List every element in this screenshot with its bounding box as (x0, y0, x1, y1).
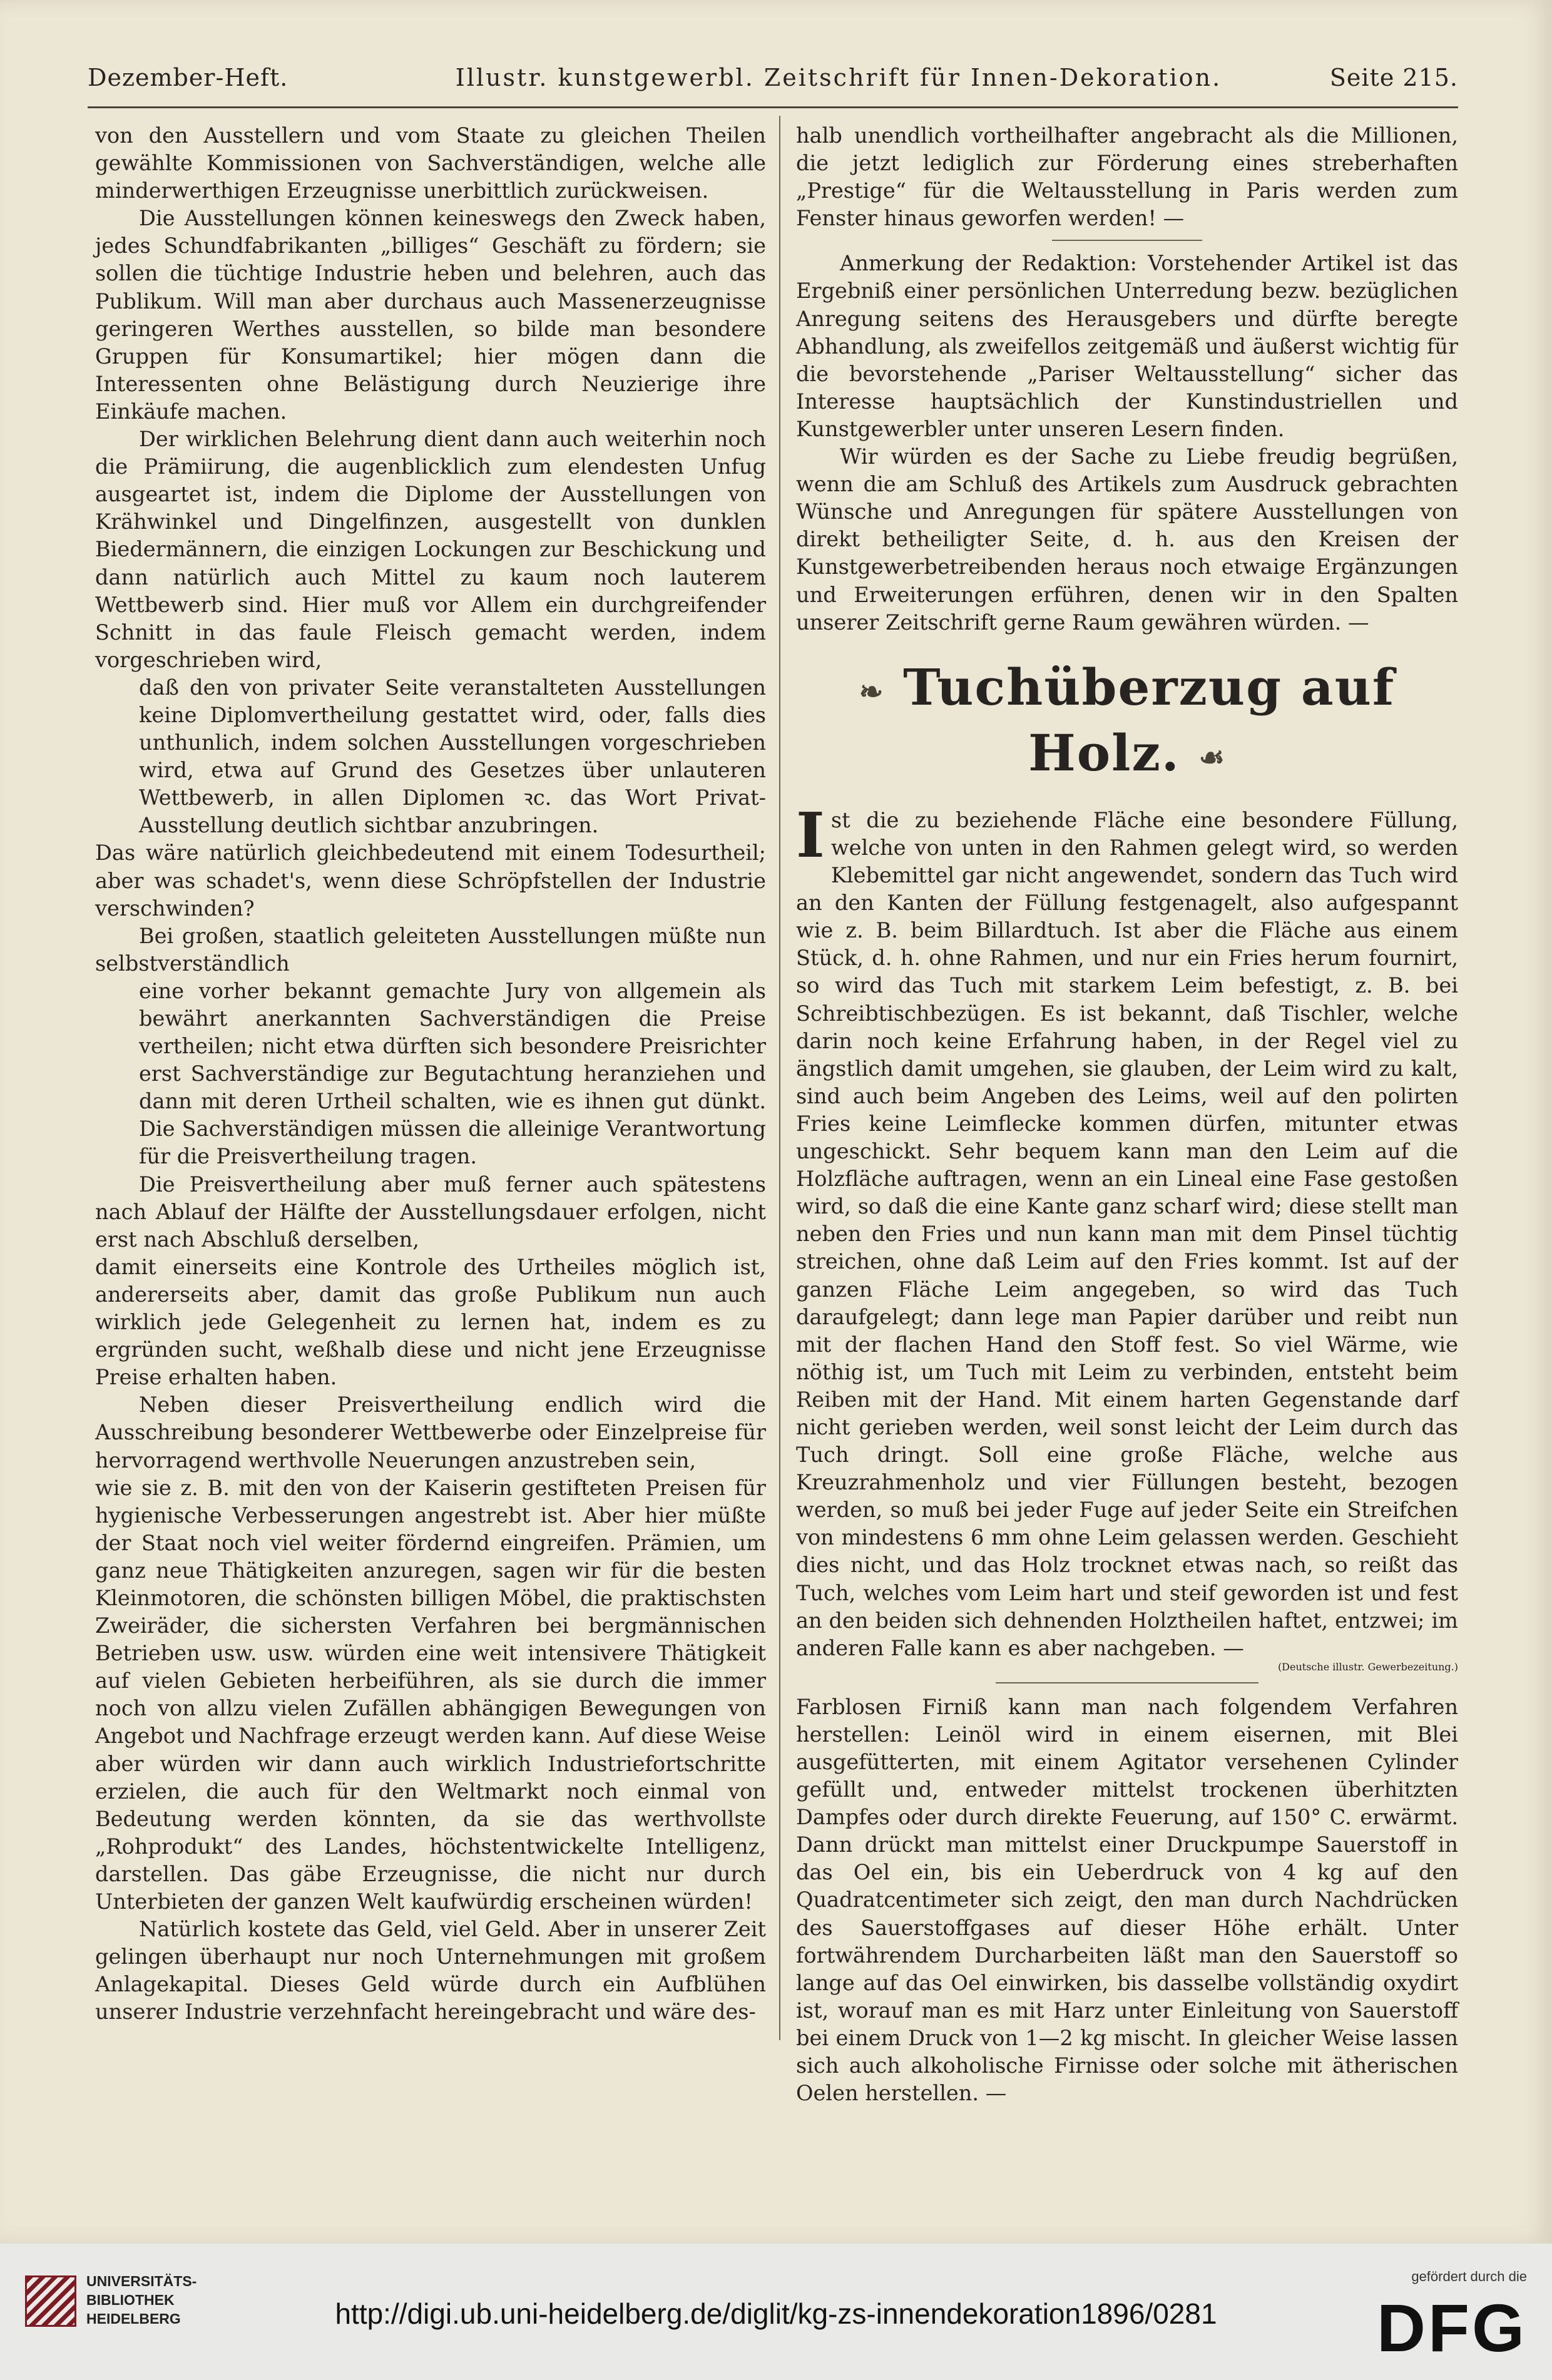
paragraph: Die Ausstellungen können keineswegs den Zweck haben, jedes Schundfabrikanten „billiges“ Geschäft zu fördern; sie sollen die tüchtige Industrie heben und belehren, auch das Publikum. Will man aber durchaus auch Massenerzeugnisse geringeren Werthes ausstellen, so bilde man besondere Gruppen für Konsumartikel; hier mögen dann die Interessenten ohne Belästigung durch Neuzierige ihre Einkäufe machen. (95, 206, 766, 424)
ornament-icon: ❧ (859, 674, 885, 708)
issue-label: Dezember-Heft. (88, 64, 288, 91)
ornament-icon: ☙ (1198, 740, 1226, 774)
article-text: st die zu beziehende Fläche eine besondere Füllung, welche von unten in den Rahmen gelegt wird, so werden Klebemittel gar nicht angewendet, sondern das Tuch wird an den Kanten der Füllung festgenagelt, also aufgespannt wie z. B. beim Billardtuch. Ist aber die Fläche aus einem Stück, d. h. ohne Rahmen, und nur ein Fries herum fournirt, so wird das Tuch mit starkem Leim befestigt, z. B. bei Schreibtischbezügen. Es ist bekannt, daß Tischler, welche darin noch keine Erfahrung haben, in der Regel viel zu ängstlich damit umgehen, sie glauben, der Leim wird zu kalt, sind auch beim Angeben des Leims, weil auf den polirten Fries keine Leimflecke kommen dürfen, mitunter etwas ungeschickt. Sehr bequem kann man den Leim auf die Holzfläche auftragen, wenn an ein Lineal eine Fase gestoßen wird, so daß die eine Kante ganz scharf wird; diese stellt man neben den Fries und nun kann man mit dem Pinsel tüchtig streichen, ohne daß Leim auf den Fries kommt. Ist auf der ganzen Fläche Leim angegeben, so wird das Tuch daraufgelegt; dann lege man Papier darüber und reibt nun mit der flachen Hand den Stoff fest. So viel Wärme, wie nöthig ist, um Tuch mit Leim zu verbinden, entsteht beim Reiben mit der Hand. Mit einem harten Gegenstande darf nicht gerieben werden, weil sonst leicht der Leim durch das Tuch dringt. Soll eine große Fläche, welche aus Kreuzrahmenholz und vier Füllungen besteht, bezogen werden, so muß bei jeder Fuge auf jeder Seite ein Streifchen von mindestens 6 mm ohne Leim gelassen werden. Geschieht dies nicht, und das Holz trocknet etwas nach, so reißt das Tuch, welches vom Leim hart und steif geworden ist und fest an den beiden sich dehnenden Holztheilen haftet, entzwei; im anderen Falle kann es aber nachgeben. — (796, 807, 1458, 1660)
header-rule (88, 106, 1458, 108)
separator-rule (996, 1682, 1258, 1683)
paragraph: Farblosen Firniß kann man nach folgendem Verfahren herstellen: Leinöl wird in einem eisernen, mit Blei ausgefütterten, mit einem Agitator versehenen Cylinder gefüllt und, entweder mittelst trockenen überhitzten Dampfes oder durch direkte Feuerung, auf 150° C. erwärmt. Dann drückt man mittelst einer Druckpumpe Sauerstoff in das Oel ein, bis ein Ueberdruck von 4 kg auf den Quadratcentimeter sich zeigt, den man durch Nachdrücken des Sauerstoffgases auf dieser Höhe erhält. Unter fortwährendem Durcharbeiten läßt man den Sauerstoff so lange auf das Oel einwirken, bis dasselbe vollständig oxydirt ist, worauf man es mit Harz unter Einleitung von Sauerstoff bei einem Druck von 1—2 kg mischt. In gleicher Weise lassen sich auch alkoholische Firnisse oder solche mit ätherischen Oelen herstellen. — (796, 1694, 1458, 2106)
viewer-footer (0, 2244, 1552, 2380)
paragraph: Neben dieser Preisvertheilung endlich wird die Ausschreibung besonderer Wettbewerbe oder Einzelpreise für hervorragend werthvolle Neuerungen anzustreben sein, (95, 1392, 766, 1473)
journal-title: Illustr. kunstgewerbl. Zeitschrift für Innen-Dekoration. (455, 64, 1222, 91)
running-header (88, 58, 1458, 101)
page-number: Seite 215. (1329, 64, 1458, 91)
paragraph: daß den von privater Seite veranstalteten Ausstellungen keine Diplomvertheilung gestattet wird, oder, falls dies unthunlich, indem solchen Ausstellungen vorgeschrieben wird, etwa auf Grund des Gesetzes über unlauteren Wettbewerb, in allen Diplomen ꝛc. das Wort Privat-Ausstellung deutlich sichtbar anzubringen. (139, 675, 766, 838)
source-citation: (Deutsche illustr. Gewerbezeitung.) (1277, 1660, 1458, 1673)
dfg-logo: DFG (1377, 2290, 1527, 2366)
column-divider (779, 116, 780, 2040)
paragraph: halb unendlich vortheilhafter angebracht als die Millionen, die jetzt lediglich zur Förderung eines streberhaften „Prestige“ für die Weltausstellung in Paris werden zum Fenster hinaus geworfen werden! — (796, 123, 1458, 231)
paragraph: wie sie z. B. mit den von der Kaiserin gestifteten Preisen für hygienische Verbesserungen angestrebt ist. Aber hier müßte der Staat noch viel weiter fördernd eingreifen. Prämien, um ganz neue Thätigkeiten anzuregen, sagen wir für die besten Kleinmotoren, die schönsten billigen Möbel, die praktischsten Zweiräder, die sichersten Verfahren bei bergmännischen Betrieben usw. usw. würden eine weit intensivere Thätigkeit auf vielen Gebieten herbeiführen, als sie durch die immer noch von allzu vielen Zufällen abhängigen Bewegungen von Angebot und Nachfrage erzeugt werden kann. Auf diese Weise aber würden wir dann auch wirklich Industriefortschritte erzielen, die auch für den Weltmarkt noch einmal von Bedeutung werden könnten, da sie das werthvollste „Rohprodukt“ des Landes, höchstentwickelte Intelligenz, darstellen. Das gäbe Erzeugnisse, die nicht nur durch Unterbieten der ganzen Welt kaufwürdig erscheinen würden! (95, 1475, 766, 1914)
paragraph: eine vorher bekannt gemachte Jury von allgemein als bewährt anerkannten Sachverständigen die Preise vertheilen; nicht etwa dürften sich besondere Preisrichter erst Sachverständige zur Begutachtung heranziehen und dann mit deren Urtheil schalten, wie es ihnen gut dünkt. Die Sachverständigen müssen die alleinige Verantwortung für die Preisvertheilung tragen. (139, 978, 766, 1169)
article-title (796, 656, 1458, 788)
paragraph: Natürlich kostete das Geld, viel Geld. Aber in unserer Zeit gelingen überhaupt nur noch Unternehmungen mit großem Anlagekapital. Dieses Geld würde durch ein Aufblühen unserer Industrie verzehnfacht hereingebracht und wäre des- (95, 1917, 766, 2025)
article-body (796, 799, 1458, 1662)
left-column (95, 122, 766, 2026)
paragraph: Das wäre natürlich gleichbedeutend mit einem Todesurtheil; aber was schadet's, wenn diese Schröpfstellen der Industrie verschwinden? (95, 840, 766, 921)
separator-rule (1052, 240, 1202, 241)
paragraph: von den Ausstellern und vom Staate zu gleichen Theilen gewählte Kommissionen von Sachverständigen, welche alle minderwerthigen Erzeugnisse unerbittlich zurückweisen. (95, 123, 766, 203)
article-title-text: Tuchüberzug auf Holz. (903, 657, 1396, 782)
paragraph: Bei großen, staatlich geleiteten Ausstellungen müßte nun selbstverständlich (95, 923, 766, 976)
paragraph: Der wirklichen Belehrung dient dann auch weiterhin noch die Prämiirung, die augenblicklich zum elendesten Unfug ausgeartet ist, indem die Diplome der Ausstellungen von Krähwinkel und Dingelfinzen, ausgestellt von dunklen Biedermännern, die einzigen Lockungen zur Beschickung und dann natürlich auch Mittel zu kaum noch lauterem Wettbewerb sind. Hier muß vor Allem ein durchgreifender Schnitt in das faule Fleisch gemacht werden, indem vorgeschrieben wird, (95, 427, 766, 672)
editor-note: Anmerkung der Redaktion: Vorstehender Artikel ist das Ergebniß einer persönlichen Unterredung bezw. bezüglichen Anregung seitens des Herausgebers und dürfte beregte Abhandlung, als zweifellos zeitgemäß und äußerst wichtig für die bevorstehende „Pariser Weltausstellung“ sicher das Interesse hauptsächlich der Kunstindustriellen und Kunstgewerbler unter unseren Lesern finden. (796, 251, 1458, 441)
paragraph: Die Preisvertheilung aber muß ferner auch spätestens nach Ablauf der Hälfte der Ausstellungsdauer erfolgen, nicht erst nach Abschluß derselben, (95, 1172, 766, 1252)
library-name: UNIVERSITÄTS- BIBLIOTHEK HEIDELBERG (86, 2273, 197, 2327)
funding-caption: gefördert durch die (1411, 2269, 1527, 2284)
paragraph: damit einerseits eine Kontrole des Urtheiles möglich ist, andererseits aber, damit das große Publikum nun auch wirklich jede Gelegenheit zu lernen hat, indem es zu ergründen sucht, weßhalb diese und nicht jene Erzeugnisse Preise erhalten haben. (95, 1254, 766, 1390)
permalink[interactable]: http://digi.ub.uni-heidelberg.de/diglit/kg-zs-innendekoration1896/0281 (335, 2297, 1217, 2330)
right-column (796, 122, 1458, 2107)
editor-note: Wir würden es der Sache zu Liebe freudig begrüßen, wenn die am Schluß des Artikels zum Ausdruck gebrachten Wünsche und Anregungen für spätere Ausstellungen von direkt betheiligter Seite, d. h. aus den Kreisen der Kunstgewerbetreibenden heraus noch etwaige Ergänzungen und Erweiterungen erführen, denen wir in den Spalten unserer Zeitschrift gerne Raum gewähren würden. — (796, 444, 1458, 635)
funding-logo[interactable] (1377, 2269, 1527, 2366)
drop-cap: I (796, 799, 825, 872)
